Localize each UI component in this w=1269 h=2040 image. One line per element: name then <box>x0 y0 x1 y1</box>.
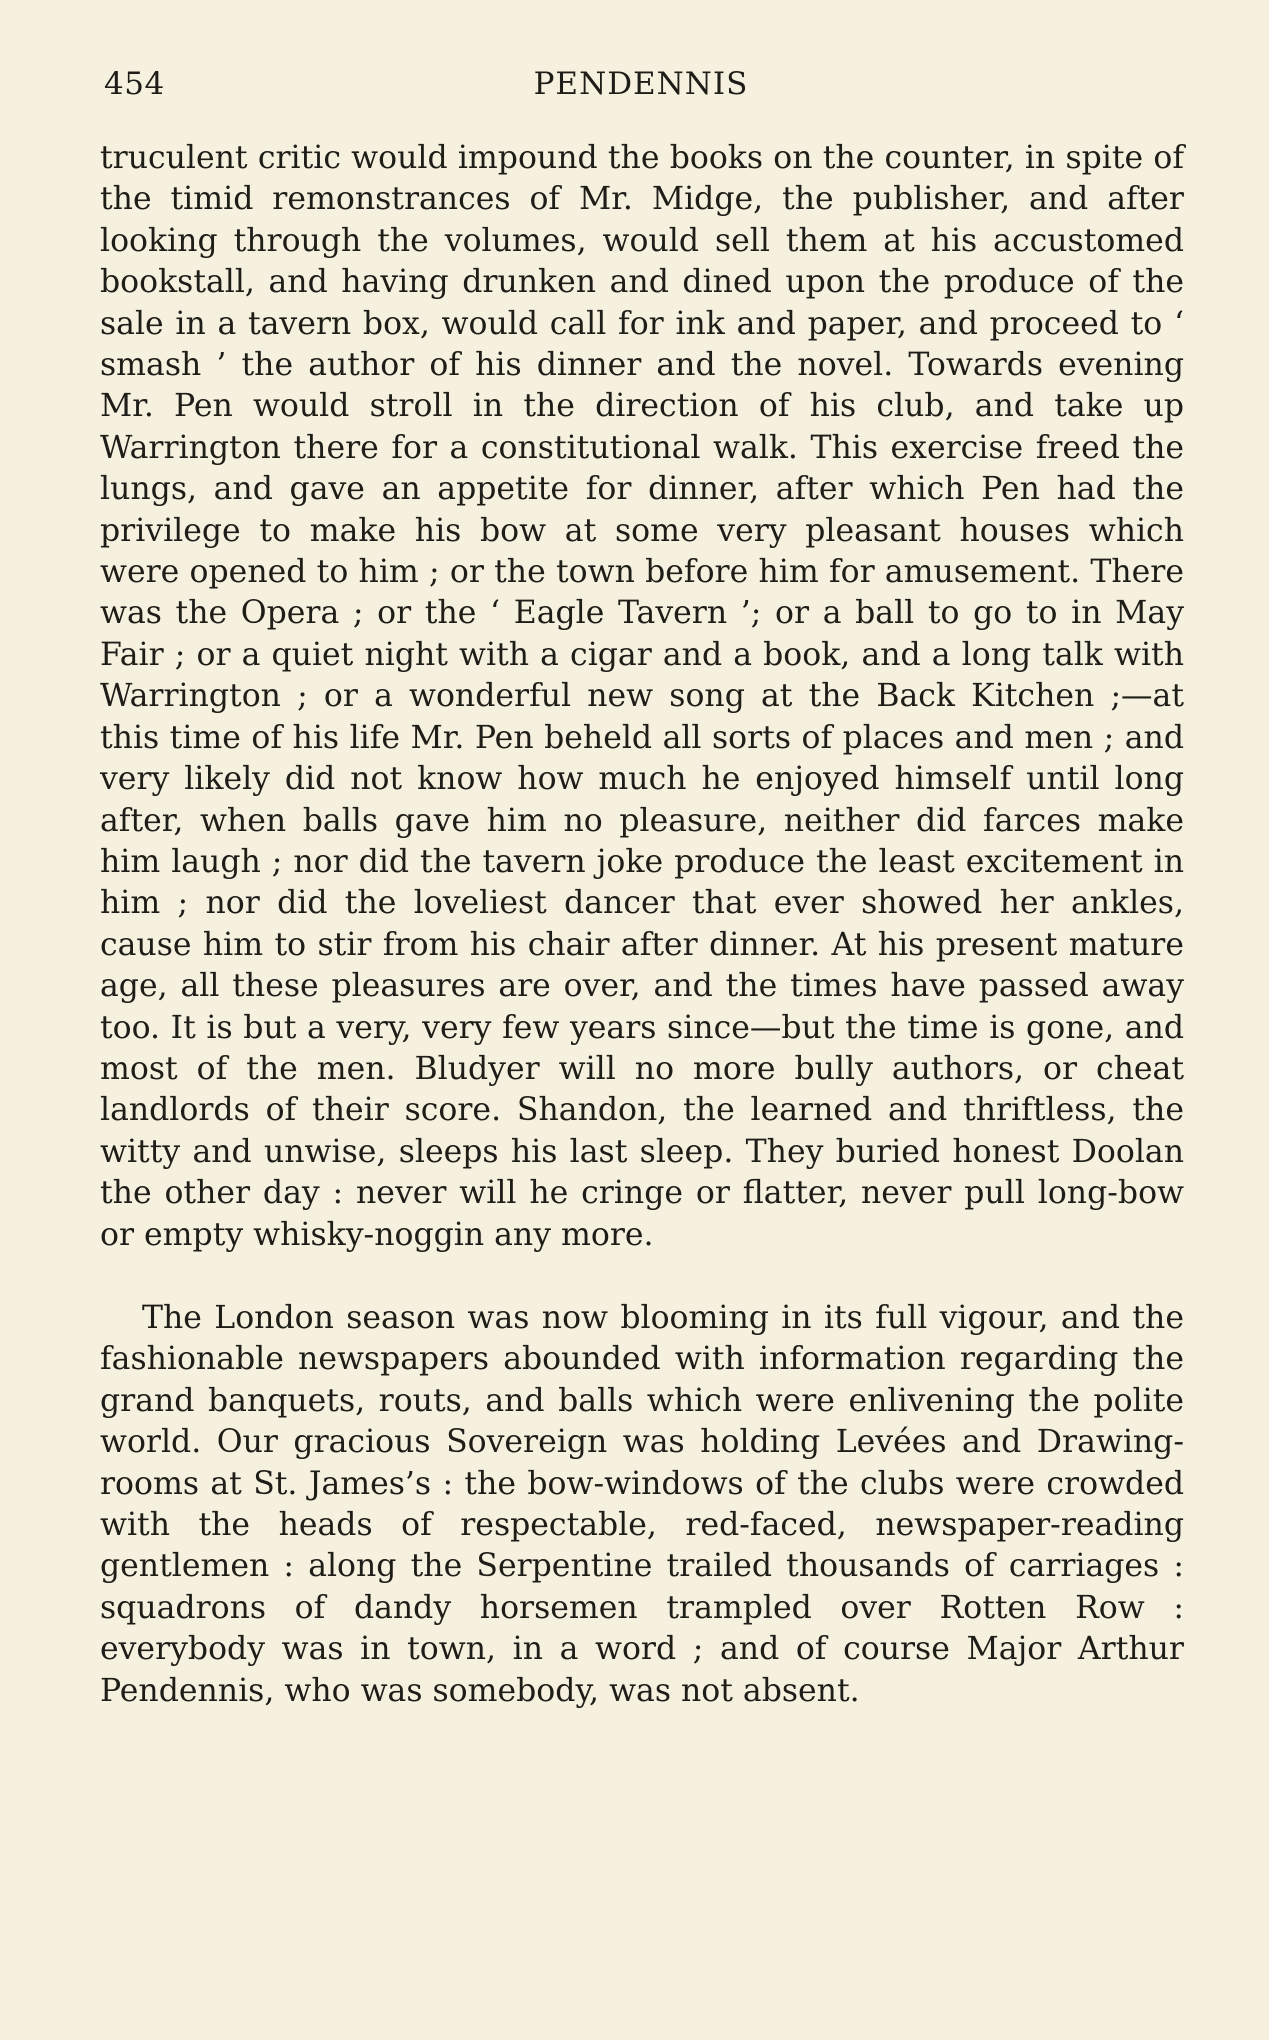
body-text <box>100 138 1184 1712</box>
paragraph-london-season: The London season was now blooming in its full vigour, and the fashionable newspapers abounded with information regarding the grand banquets, routs, and balls which were enlivening the polite world. Our gracious Sovereign was holding Levées and Drawing-rooms at St. James’s : the bow-windows of the clubs were crowded with the heads of respectable, red-faced, newspaper-reading gentlemen : along the Serpentine trailed thousands of carriages : squadrons of dandy horsemen trampled over Rotten Row : everybody was in town, in a word ; and of course Major Arthur Pendennis, who was somebody, was not absent. <box>100 1299 1184 1709</box>
running-head: PENDENNIS <box>533 66 749 102</box>
paragraph-continuation: truculent critic would impound the books on the counter, in spite of the timid remonstrances of Mr. Midge, the publisher, and after looking through the volumes, would sell them at his accustomed bookstall, and having drunken and dined upon the produce of the sale in a tavern box, would call for ink and paper, and proceed to ‘ smash ’ the author of his dinner and the novel. Towards evening Mr. Pen would stroll in the direction of his club, and take up Warrington there for a constitutional walk. This exercise freed the lungs, and gave an appetite for dinner, after which Pen had the privilege to make his bow at some very pleasant houses which were opened to him ; or the town before him for amusement. There was the Opera ; or the ‘ Eagle Tavern ’; or a ball to go to in May Fair ; or a quiet night with a cigar and a book, and a long talk with Warrington ; or a wonderful new song at the Back Kitchen ;—at this time of his life Mr. Pen beheld all sorts of places and men ; and very likely did not know how much he enjoyed himself until long after, when balls gave him no pleasure, neither did farces make him laugh ; nor did the tavern joke produce the least excitement in him ; nor did the loveliest dancer that ever showed her ankles, cause him to stir from his chair after dinner. At his present mature age, all these pleasures are over, and the times have passed away too. It is but a very, very few years since—but the time is gone, and most of the men. Bludyer will no more bully authors, or cheat landlords of their score. Shandon, the learned and thriftless, the witty and unwise, sleeps his last sleep. They buried honest Doolan the other day : never will he cringe or flatter, never pull long-bow or empty whisky-noggin any more. <box>100 140 1184 1253</box>
page-header <box>104 58 1178 110</box>
page-number: 454 <box>104 66 165 102</box>
